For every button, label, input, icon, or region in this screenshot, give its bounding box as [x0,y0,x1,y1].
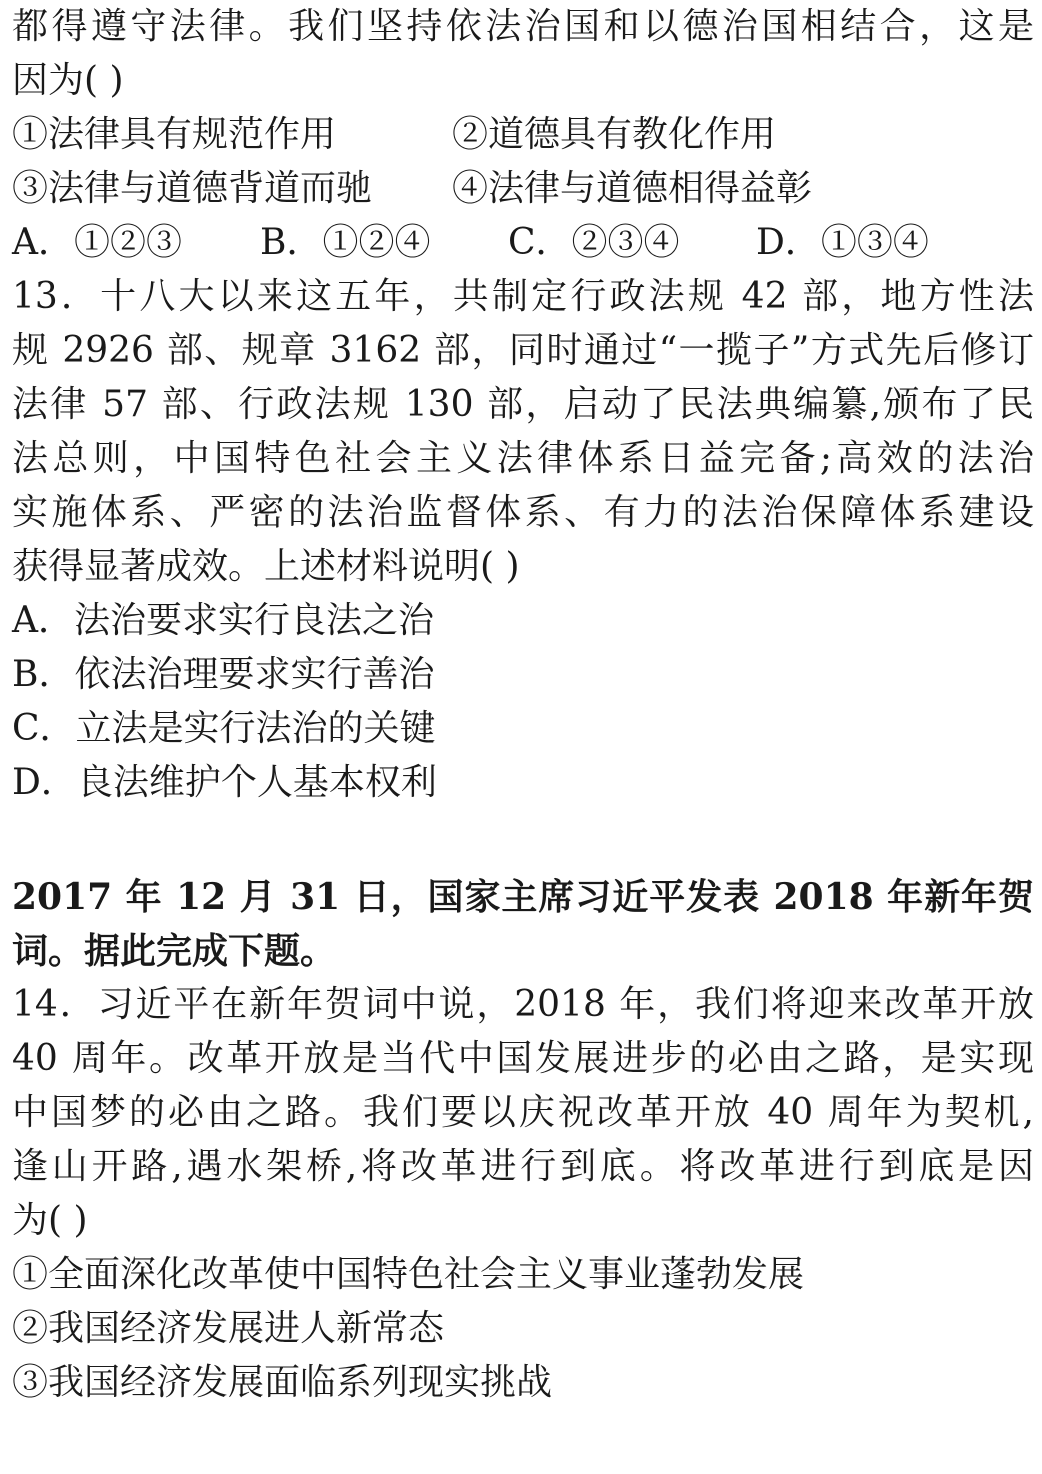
q13-choice-a: A．法治要求实行良法之治 [12,600,434,641]
q14-stem-line: 40 周年。改革开放是当代中国发展进步的必由之路，是实现 [12,1038,1034,1079]
q14-option-3: ③我国经济发展面临系列现实挑战 [12,1362,553,1403]
q13-stem-line: 实施体系、严密的法治监督体系、有力的法治保障体系建设 [12,492,1034,533]
q14-stem-line: 逢山开路,遇水架桥,将改革进行到底。将改革进行到底是因 [12,1146,1034,1187]
q13-stem-line: 获得显著成效。上述材料说明( ) [12,546,520,587]
q13-choice-d: D．良法维护个人基本权利 [12,762,437,803]
q12-choice-c: C．②③④ [508,222,680,263]
q12-options-row-2 [12,162,1034,216]
q12-choice-d: D．①③④ [756,222,929,263]
q14-stem-line: 14．习近平在新年贺词中说，2018 年，我们将迎来改革开放 [12,984,1034,1025]
q14-stem-line: 为( ) [12,1200,88,1241]
question-page [12,0,1034,1410]
question-12 [12,0,1034,270]
q12-option-4: ④法律与道德相得益彰 [452,168,813,209]
q12-options-row-1 [12,108,1034,162]
question-14 [12,978,1034,1410]
q13-stem-line: 法总则，中国特色社会主义法律体系日益完备;高效的法治 [12,438,1034,479]
section-spacer [12,810,1034,870]
q13-stem-line: 规 2926 部、规章 3162 部，同时通过“一揽子”方式先后修订 [12,330,1034,371]
q13-choice-b: B．依法治理要求实行善治 [12,654,435,695]
q12-stem-line-2: 因为( ) [12,60,124,101]
q12-option-3: ③法律与道德背道而驰 [12,168,373,209]
q14-option-1: ①全面深化改革使中国特色社会主义事业蓬勃发展 [12,1254,805,1295]
question-13 [12,270,1034,810]
q12-stem-line-1: 都得遵守法律。我们坚持依法治国和以德治国相结合，这是 [12,6,1034,47]
q12-option-2: ②道德具有教化作用 [452,114,777,155]
q13-choice-c: C．立法是实行法治的关键 [12,708,436,749]
q12-choice-a: A．①②③ [12,222,182,263]
q12-option-1: ①法律具有规范作用 [12,114,337,155]
q14-stem-line: 中国梦的必由之路。我们要以庆祝改革开放 40 周年为契机, [12,1092,1034,1133]
section-intro [12,870,1034,978]
q13-stem-line: 法律 57 部、行政法规 130 部，启动了民法典编纂,颁布了民 [12,384,1034,425]
intro-line-1: 2017 年 12 月 31 日，国家主席习近平发表 2018 年新年贺 [12,876,1034,918]
q12-choices [12,216,1034,270]
q13-stem-line: 13．十八大以来这五年，共制定行政法规 42 部，地方性法 [12,276,1034,317]
q12-choice-b: B．①②④ [260,222,431,263]
intro-line-2: 词。据此完成下题。 [12,930,337,972]
q14-option-2: ②我国经济发展进人新常态 [12,1308,445,1349]
